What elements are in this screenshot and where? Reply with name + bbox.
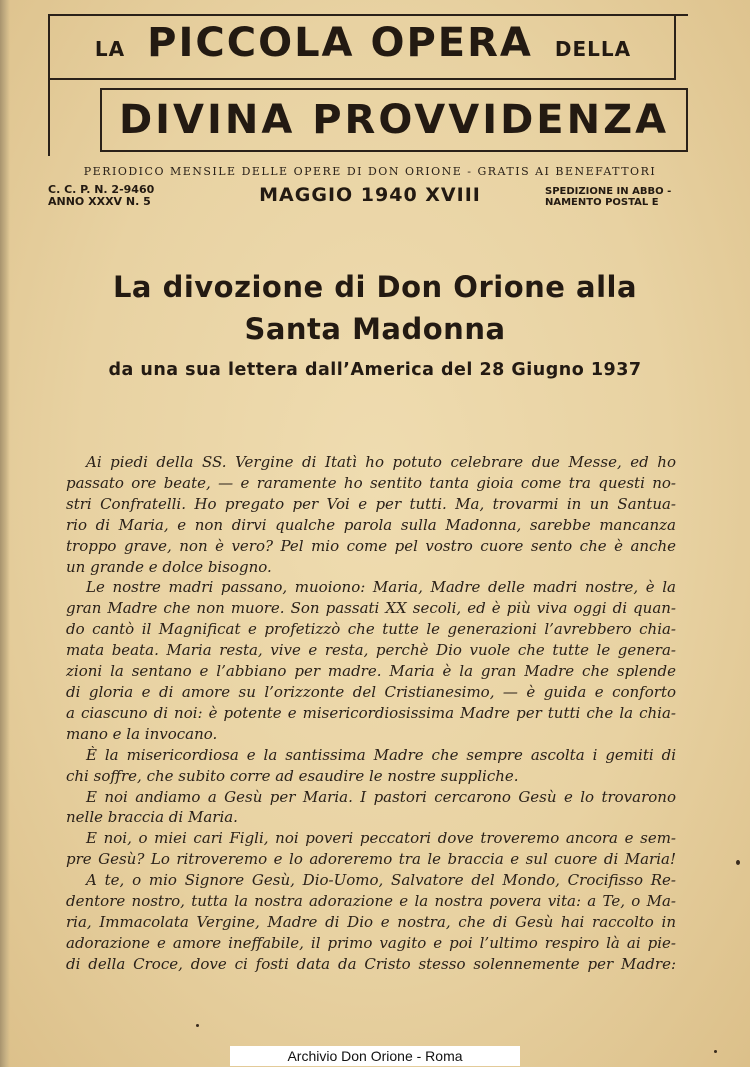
article-title-line-2: Santa Madonna bbox=[244, 312, 506, 346]
body-line: Ai piedi della SS. Vergine di Itatì ho potuto celebrare due Messe, ed ho bbox=[86, 453, 676, 471]
body-line: do cantò il Magnificat e profetizzò che tutte le generazioni l’avrebbero chia- bbox=[66, 620, 676, 639]
periodical-description: PERIODICO MENSILE DELLE OPERE DI DON ORIONE - GRATIS AI BENEFATTORI bbox=[83, 165, 657, 178]
body-line: A te, o mio Signore Gesù, Dio-Uomo, Salvatore del Mondo, Crocifisso Re- bbox=[86, 871, 676, 890]
spedizione-line-2: NAMENTO POSTAL E bbox=[545, 197, 659, 208]
body-line: zioni la sentano e l’abbiano per madre. Maria è la gran Madre che splende bbox=[66, 662, 676, 681]
body-line: adorazione e amore ineffabile, il primo vagito e poi l’ultimo respiro là ai pie- bbox=[66, 933, 676, 952]
body-line: un grande e dolce bisogno. bbox=[66, 557, 272, 576]
body-line: mano e la invocano. bbox=[66, 724, 218, 743]
article-title bbox=[40, 266, 710, 350]
article-body bbox=[66, 452, 676, 975]
postal-shipping-info bbox=[545, 186, 700, 208]
archive-caption: Archivio Don Orione - Roma bbox=[230, 1046, 520, 1066]
body-line: ria, Immacolata Vergine, Madre di Dio e nostra, che di Gesù hai raccolto in bbox=[66, 912, 676, 931]
paper-speck bbox=[736, 860, 740, 865]
masthead-divina-provvidenza: DIVINA PROVVIDENZA bbox=[118, 97, 670, 143]
body-line: di gloria e di amore su l’orizzonte del Cristianesimo, — è guida e conforto bbox=[66, 682, 676, 701]
body-line: chi soffre, che subito corre ad esaudire le nostre suppliche. bbox=[66, 766, 519, 785]
body-line: nelle braccia di Maria. bbox=[66, 808, 238, 827]
page-binding-edge bbox=[0, 0, 10, 1067]
spedizione-line-1: SPEDIZIONE IN ABBO - bbox=[545, 186, 672, 197]
body-line: a ciascuno di noi: è potente e misericordiosissima Madre per tutti che la chia- bbox=[66, 703, 676, 722]
body-line: dentore nostro, tutta la nostra adorazione e la nostra povera vita: a Te, o Ma- bbox=[66, 892, 676, 911]
body-line: E noi, o miei cari Figli, noi poveri peccatori dove troveremo ancora e sem- bbox=[86, 829, 676, 848]
body-line: gran Madre che non muore. Son passati XX secoli, ed è più viva oggi di quan- bbox=[66, 599, 676, 618]
issue-date: MAGGIO 1940 XVIII bbox=[259, 184, 481, 206]
paper-speck bbox=[714, 1050, 717, 1053]
masthead-la: LA bbox=[94, 37, 126, 61]
body-line: passato ore beate, — e raramente ho sentito tanta gioia come tra questi no- bbox=[66, 473, 676, 492]
body-line: di della Croce, dove ci fosti data da Cristo stesso solennemente per Madre: bbox=[66, 954, 676, 973]
masthead-della: DELLA bbox=[554, 37, 632, 61]
body-line: troppo grave, non è vero? Pel mio come pel vostro cuore sento che è anche bbox=[66, 536, 676, 555]
postal-account-info bbox=[48, 184, 198, 208]
masthead-title-top bbox=[50, 20, 676, 76]
body-line: rio di Maria, e non dirvi qualche parola sulla Madonna, sarebbe mancanza bbox=[66, 515, 676, 534]
body-line: pre Gesù? Lo ritroveremo e lo adoreremo tra le braccia e sul cuore di Maria! bbox=[66, 850, 676, 869]
body-line: stri Confratelli. Ho pregato per Voi e per tutti. Ma, trovarmi in un Santua- bbox=[66, 494, 676, 513]
body-line: mata beata. Maria resta, vive e resta, perchè Dio vuole che tutte le genera- bbox=[66, 641, 676, 660]
year-issue: ANNO XXXV N. 5 bbox=[48, 195, 151, 208]
body-line: E noi andiamo a Gesù per Maria. I pastori cercarono Gesù e lo trovarono bbox=[86, 787, 676, 806]
body-line: È la misericordiosa e la santissima Madre che sempre ascolta i gemiti di bbox=[86, 745, 676, 764]
paper-speck bbox=[196, 1024, 199, 1027]
masthead-piccola-opera: PICCOLA OPERA bbox=[147, 20, 533, 66]
article-subtitle: da una sua lettera dall’America del 28 Giugno 1937 bbox=[108, 360, 642, 380]
article-title-line-1: La divozione di Don Orione alla bbox=[112, 270, 638, 304]
body-line: Le nostre madri passano, muoiono: Maria, Madre delle madri nostre, è la bbox=[86, 578, 676, 597]
ccp-number: C. C. P. N. 2-9460 bbox=[48, 183, 155, 196]
